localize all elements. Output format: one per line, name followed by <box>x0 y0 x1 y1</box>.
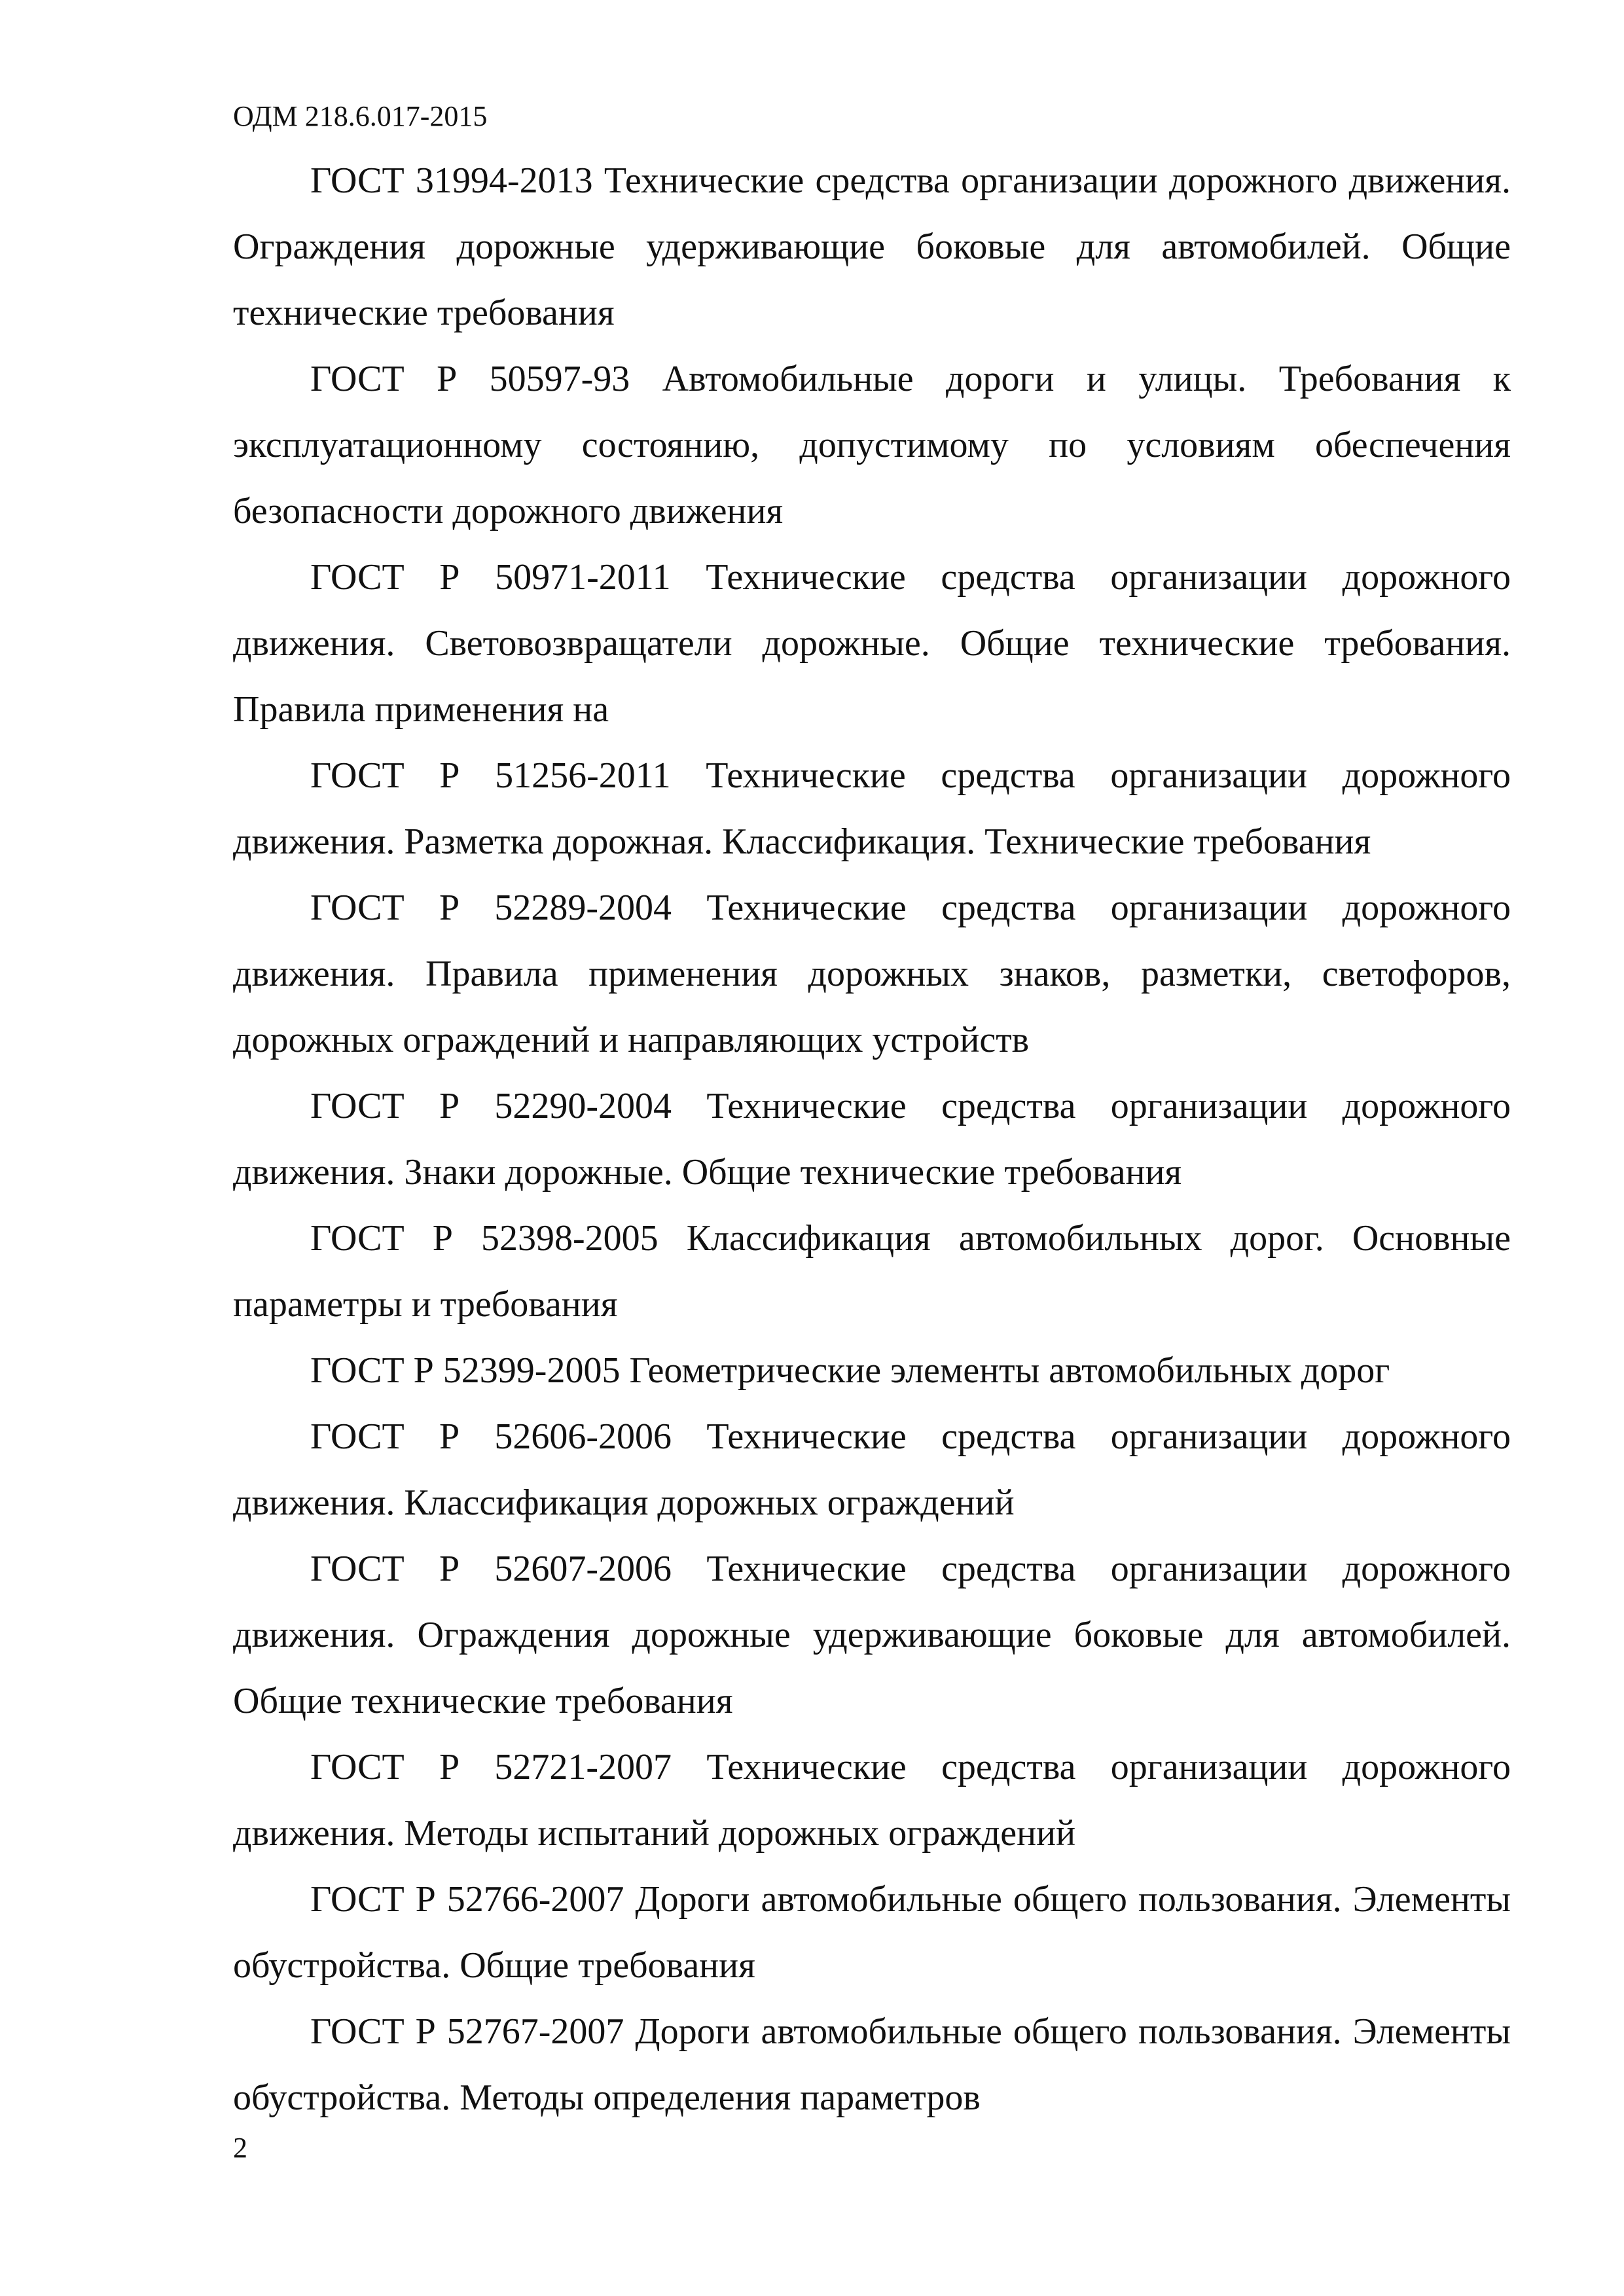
page-number: 2 <box>233 2132 247 2164</box>
reference-entry: ГОСТ Р 52766-2007 Дороги автомобильные общего пользования. Элементы обустройства. Общие требования <box>233 1879 1511 1986</box>
reference-entry: ГОСТ Р 50597-93 Автомобильные дороги и улицы. Требования к эксплуатационному состоянию, допустимому по условиям обеспечения безопасности дорожного движения <box>233 359 1511 531</box>
reference-entry: ГОСТ Р 52607-2006 Технические средства организации дорожного движения. Ограждения дорожные удерживающие боковые для автомобилей. Общие технические требования <box>233 1549 1511 1721</box>
reference-entry: ГОСТ Р 50971-2011 Технические средства организации дорожного движения. Световозвращатели дорожные. Общие технические требования. Правила применения на <box>233 557 1511 730</box>
reference-entry: ГОСТ Р 52399-2005 Геометрические элементы автомобильных дорог <box>310 1350 1390 1391</box>
reference-entry: ГОСТ Р 51256-2011 Технические средства организации дорожного движения. Разметка дорожная. Классификация. Технические требования <box>233 755 1511 862</box>
reference-entry: ГОСТ Р 52289-2004 Технические средства организации дорожного движения. Правила применения дорожных знаков, разметки, светофоров, дорожных ограждений и направляющих устройств <box>233 888 1511 1060</box>
reference-entry: ГОСТ Р 52290-2004 Технические средства организации дорожного движения. Знаки дорожные. Общие технические требования <box>233 1086 1511 1193</box>
document-header: ОДМ 218.6.017-2015 <box>233 100 488 132</box>
reference-entry: ГОСТ 31994-2013 Технические средства организации дорожного движения. Ограждения дорожные удерживающие боковые для автомобилей. Общие технические требования <box>233 160 1511 333</box>
reference-entry: ГОСТ Р 52398-2005 Классификация автомобильных дорог. Основные параметры и требования <box>233 1218 1511 1325</box>
references-list <box>233 148 1511 2131</box>
reference-entry: ГОСТ Р 52606-2006 Технические средства организации дорожного движения. Классификация дорожных ограждений <box>233 1416 1511 1523</box>
reference-entry: ГОСТ Р 52721-2007 Технические средства организации дорожного движения. Методы испытаний дорожных ограждений <box>233 1747 1511 1854</box>
reference-entry: ГОСТ Р 52767-2007 Дороги автомобильные общего пользования. Элементы обустройства. Методы определения параметров <box>233 2011 1511 2118</box>
